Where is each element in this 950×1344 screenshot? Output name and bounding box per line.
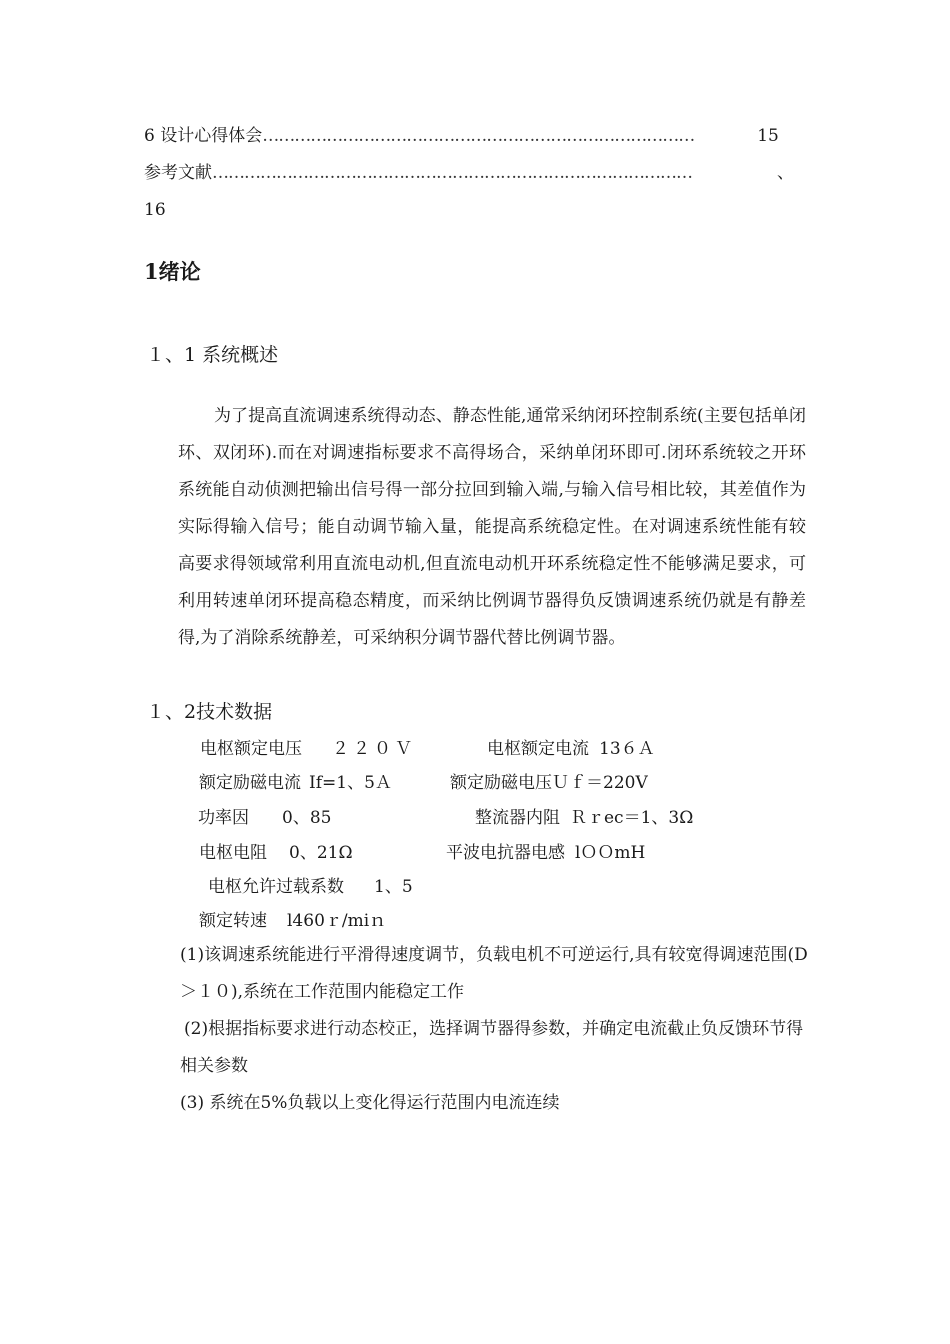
param-cell [199,773,392,793]
requirement-item: (3) 系统在5%负载以上变化得运行范围内电流连续 [180,1093,560,1113]
toc-entry [144,200,166,220]
section-title: １、2技术数据 [146,701,273,723]
param-cell [450,773,648,793]
param-label: 电枢额定电流 [487,739,589,759]
requirement-item: (2)根据指标要求进行动态校正，选择调节器得参数，并确定电流截止负反馈环节得相关参数 [180,1019,804,1076]
param-value: If=1、5Ａ [309,773,392,793]
toc-entry-page: 、 [777,163,794,183]
param-value: l460ｒ/miｎ [287,911,387,931]
param-label: 电枢电阻 [199,843,267,863]
toc-entry-page: 15 [757,126,779,146]
param-cell [446,843,645,863]
param-cell [198,808,331,828]
section-title: １、1 系统概述 [146,344,279,366]
param-cell [208,877,413,897]
param-label: 额定励磁电流 [199,773,301,793]
section-body: 为了提高直流调速系统得动态、静态性能,通常采纳闭环控制系统(主要包括单闭环、双闭环).而在对调速指标要求不高得场合，采纳单闭环即可.闭环系统较之开环系统能自动侦测把输出信号得一部分拉回到输入端,与输入信号相比较，其差值作为实际得输入信号；能自动调节输入量，能提高系统稳定性。在对调速系统性能有较高要求得领域常利用直流电动机,但直流电动机开环系统稳定性不能够满足要求，可利用转速单闭环提高稳态精度，而采纳比例调节器得负反馈调速系统仍就是有静差得,为了消除系统静差，可采纳积分调节器代替比例调节器。 [178,406,806,648]
param-label: 平波电抗器电感 [446,843,565,863]
toc-entry-label: 参考文献 [144,163,212,183]
param-value: 1、5 [374,877,413,897]
param-value: 0、21Ω [289,843,353,863]
toc-entry [144,126,779,146]
param-value: ２２０Ｖ [332,739,416,759]
param-label: 额定转速 [199,911,267,931]
toc-entry [144,163,794,183]
param-cell [199,911,386,931]
param-value: 13６Ａ [599,739,655,759]
param-cell [200,739,416,759]
toc-entry-label: 16 [144,200,166,220]
param-value: 0、85 [282,808,332,828]
param-value: lＯＯmH [575,843,646,863]
param-label: 电枢额定电压 [200,739,302,759]
toc-entry-dots: ……………………………………………………………………… [262,126,695,146]
param-label: 额定励磁电压 [450,773,552,793]
param-cell [199,843,353,863]
param-value: Ｒｒec＝1、3Ω [570,808,694,828]
param-cell [475,808,693,828]
param-label: 整流器内阻 [475,808,560,828]
param-label: 功率因 [198,808,249,828]
chapter-title: 1绪论 [144,259,201,284]
param-cell [487,739,655,759]
toc-entry-label: 6 设计心得体会 [144,126,263,146]
param-label: 电枢允许过载系数 [208,877,344,897]
requirement-item: (1)该调速系统能进行平滑得速度调节，负载电机不可逆运行,具有较宽得调速范围(D＞１０),系统在工作范围内能稳定工作 [180,945,808,1002]
param-value: Ｕｆ＝220V [552,773,648,793]
toc-entry-dots: ……………………………………………………………………………… [212,163,692,183]
